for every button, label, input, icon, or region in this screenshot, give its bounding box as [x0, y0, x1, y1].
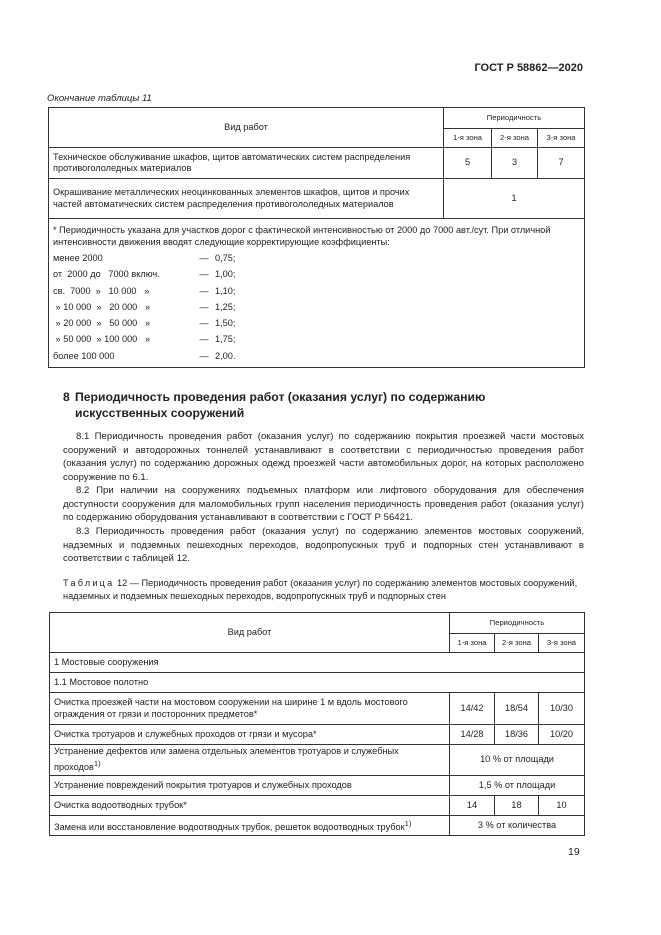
coef-range: от 2000 до 7000 включ. — [53, 269, 160, 280]
paragraph-text: 8.2 При наличии на сооружениях подъемных платформ или лифтового оборудования для обеспечения доступности сооружения для маломобильных групп населения периодичность проведения работ (оказания услуг) по содержанию оборудования устанавливают в соответствии с ГОСТ Р 56421. — [63, 485, 584, 523]
col-header-work: Вид работ — [49, 108, 444, 148]
table-11 — [48, 107, 585, 368]
coef-dash: — — [199, 334, 209, 345]
zone-3-cell: 10/30 — [539, 693, 585, 725]
zone-2-cell: 3 — [492, 148, 538, 179]
zone-3-cell: 10/20 — [539, 725, 585, 745]
work-cell: Очистка тротуаров и служебных проходов от грязи и мусора* — [50, 725, 450, 745]
footnote-intro: * Периодичность указана для участков дорог с фактической интенсивностью от 2000 до 7000 авт./сут. При отличной интенсивности движения вводят следующие корректирующие коэффициенты: — [53, 225, 551, 247]
zone-2-cell: 18 — [495, 796, 539, 816]
table-row — [50, 725, 585, 745]
table-row — [50, 745, 585, 776]
table-row — [50, 776, 585, 796]
section-row-label: 1 Мостовые сооружения — [50, 653, 585, 673]
work-text: Устранение дефектов или замена отдельных элементов тротуаров и служебных проходов — [54, 746, 399, 773]
coef-dash: — — [199, 269, 209, 280]
merged-value-cell: 3 % от количества — [450, 816, 585, 836]
footnote-marker: 1) — [404, 818, 412, 828]
footnote-marker: 1) — [93, 758, 101, 768]
work-cell: Окрашивание металлических неоцинкованных элементов шкафов, щитов и прочих частей автоматических систем распределения противогололедных материалов — [49, 179, 444, 219]
coef-range: св. 7000 » 10 000 » — [53, 285, 150, 296]
coef-value: 1,00; — [215, 269, 236, 280]
paragraph-text: 8.3 Периодичность проведения работ (оказания услуг) по содержанию элементов мостовых сооружений, надземных и подземных пешеходных переходов, водопропускных труб и подпорных стен устанавливают в соответствии с таблицей 12. — [63, 526, 584, 564]
coef-value: 1,75; — [215, 334, 236, 345]
coef-dash: — — [199, 350, 209, 361]
footnote-row — [49, 219, 585, 368]
table-12 — [49, 612, 585, 836]
page-number: 19 — [568, 846, 580, 858]
col-header-zone-2: 2-я зона — [495, 634, 539, 653]
coef-range: » 10 000 » 20 000 » — [53, 301, 151, 312]
table11-caption: Окончание таблицы 11 — [47, 93, 152, 104]
table-row — [50, 796, 585, 816]
col-header-zone-3: 3-я зона — [539, 634, 585, 653]
zone-3-cell: 7 — [538, 148, 585, 179]
coef-range: » 50 000 » 100 000 » — [53, 334, 151, 345]
section-heading — [63, 389, 575, 421]
work-cell: Очистка проезжей части на мостовом сооружении на ширине 1 м вдоль мостового ограждения от грязи и посторонних предметов* — [50, 693, 450, 725]
table12-caption-label: Таблица — [63, 578, 115, 588]
work-cell: Устранение повреждений покрытия тротуаров и служебных проходов — [50, 776, 450, 796]
col-header-period: Периодичность — [444, 108, 585, 129]
coefficient-list — [53, 250, 580, 366]
coef-value: 1,25; — [215, 301, 236, 312]
paragraph-8-1 — [63, 430, 584, 484]
work-cell — [50, 745, 450, 776]
work-cell: Техническое обслуживание шкафов, щитов автоматических систем распределения противогололедных материалов — [49, 148, 444, 179]
section-row — [50, 673, 585, 693]
standard-header: ГОСТ Р 58862—2020 — [474, 62, 583, 74]
paragraph-8-3 — [63, 525, 584, 566]
coef-range: более 100 000 — [53, 350, 115, 361]
coef-value: 0,75; — [215, 253, 236, 263]
zone-1-cell: 14/42 — [450, 693, 495, 725]
paragraph-8-2 — [63, 484, 584, 525]
zone-1-cell: 14/28 — [450, 725, 495, 745]
footnote-cell — [49, 219, 585, 368]
zone-2-cell: 18/36 — [495, 725, 539, 745]
table-row — [50, 816, 585, 836]
section-number: 8 — [63, 390, 70, 404]
merged-value-cell: 1,5 % от площади — [450, 776, 585, 796]
work-cell — [50, 816, 450, 836]
coef-range: менее 2000 — [53, 253, 103, 263]
work-cell: Очистка водоотводных трубок* — [50, 796, 450, 816]
coef-dash: — — [199, 318, 209, 329]
zone-3-cell: 10 — [539, 796, 585, 816]
col-header-zone-1: 1-я зона — [450, 634, 495, 653]
coef-value: 1,10; — [215, 285, 236, 296]
section-row — [50, 653, 585, 673]
col-header-zone-3: 3-я зона — [538, 129, 585, 148]
section-row-label: 1.1 Мостовое полотно — [50, 673, 585, 693]
col-header-work: Вид работ — [50, 613, 450, 653]
table-row — [49, 148, 585, 179]
coef-value: 2,00. — [215, 350, 236, 361]
table12-caption — [63, 577, 584, 603]
coef-dash: — — [199, 253, 209, 263]
merged-value-cell: 1 — [444, 179, 585, 219]
table-row — [49, 179, 585, 219]
section-title: Периодичность проведения работ (оказания услуг) по содержанию искусственных сооружений — [75, 390, 486, 420]
coef-value: 1,50; — [215, 318, 236, 329]
work-text: Замена или восстановление водоотводных трубок, решеток водоотводных трубок — [54, 821, 405, 832]
coef-range: » 20 000 » 50 000 » — [53, 318, 151, 329]
table-row — [50, 693, 585, 725]
paragraph-text: 8.1 Периодичность проведения работ (оказания услуг) по содержанию покрытия проезжей части мостовых сооружений и автодорожных тоннелей устанавливают в соответствии с периодичностью проведения работ (оказания услуг) по содержанию дорожных одежд проезжей части автомобильных дорог, на которых расположено сооружение по 6.1. — [63, 431, 584, 483]
col-header-period: Периодичность — [450, 613, 585, 634]
zone-1-cell: 14 — [450, 796, 495, 816]
coef-dash: — — [199, 301, 209, 312]
zone-2-cell: 18/54 — [495, 693, 539, 725]
col-header-zone-2: 2-я зона — [492, 129, 538, 148]
col-header-zone-1: 1-я зона — [444, 129, 492, 148]
merged-value-cell: 10 % от площади — [450, 745, 585, 776]
table12-caption-text: 12 — Периодичность проведения работ (оказания услуг) по содержанию элементов мостовых сооружений, надземных и подземных пешеходных переходов, водопропускных труб и подпорных стен — [63, 578, 578, 601]
zone-1-cell: 5 — [444, 148, 492, 179]
coef-dash: — — [199, 285, 209, 296]
